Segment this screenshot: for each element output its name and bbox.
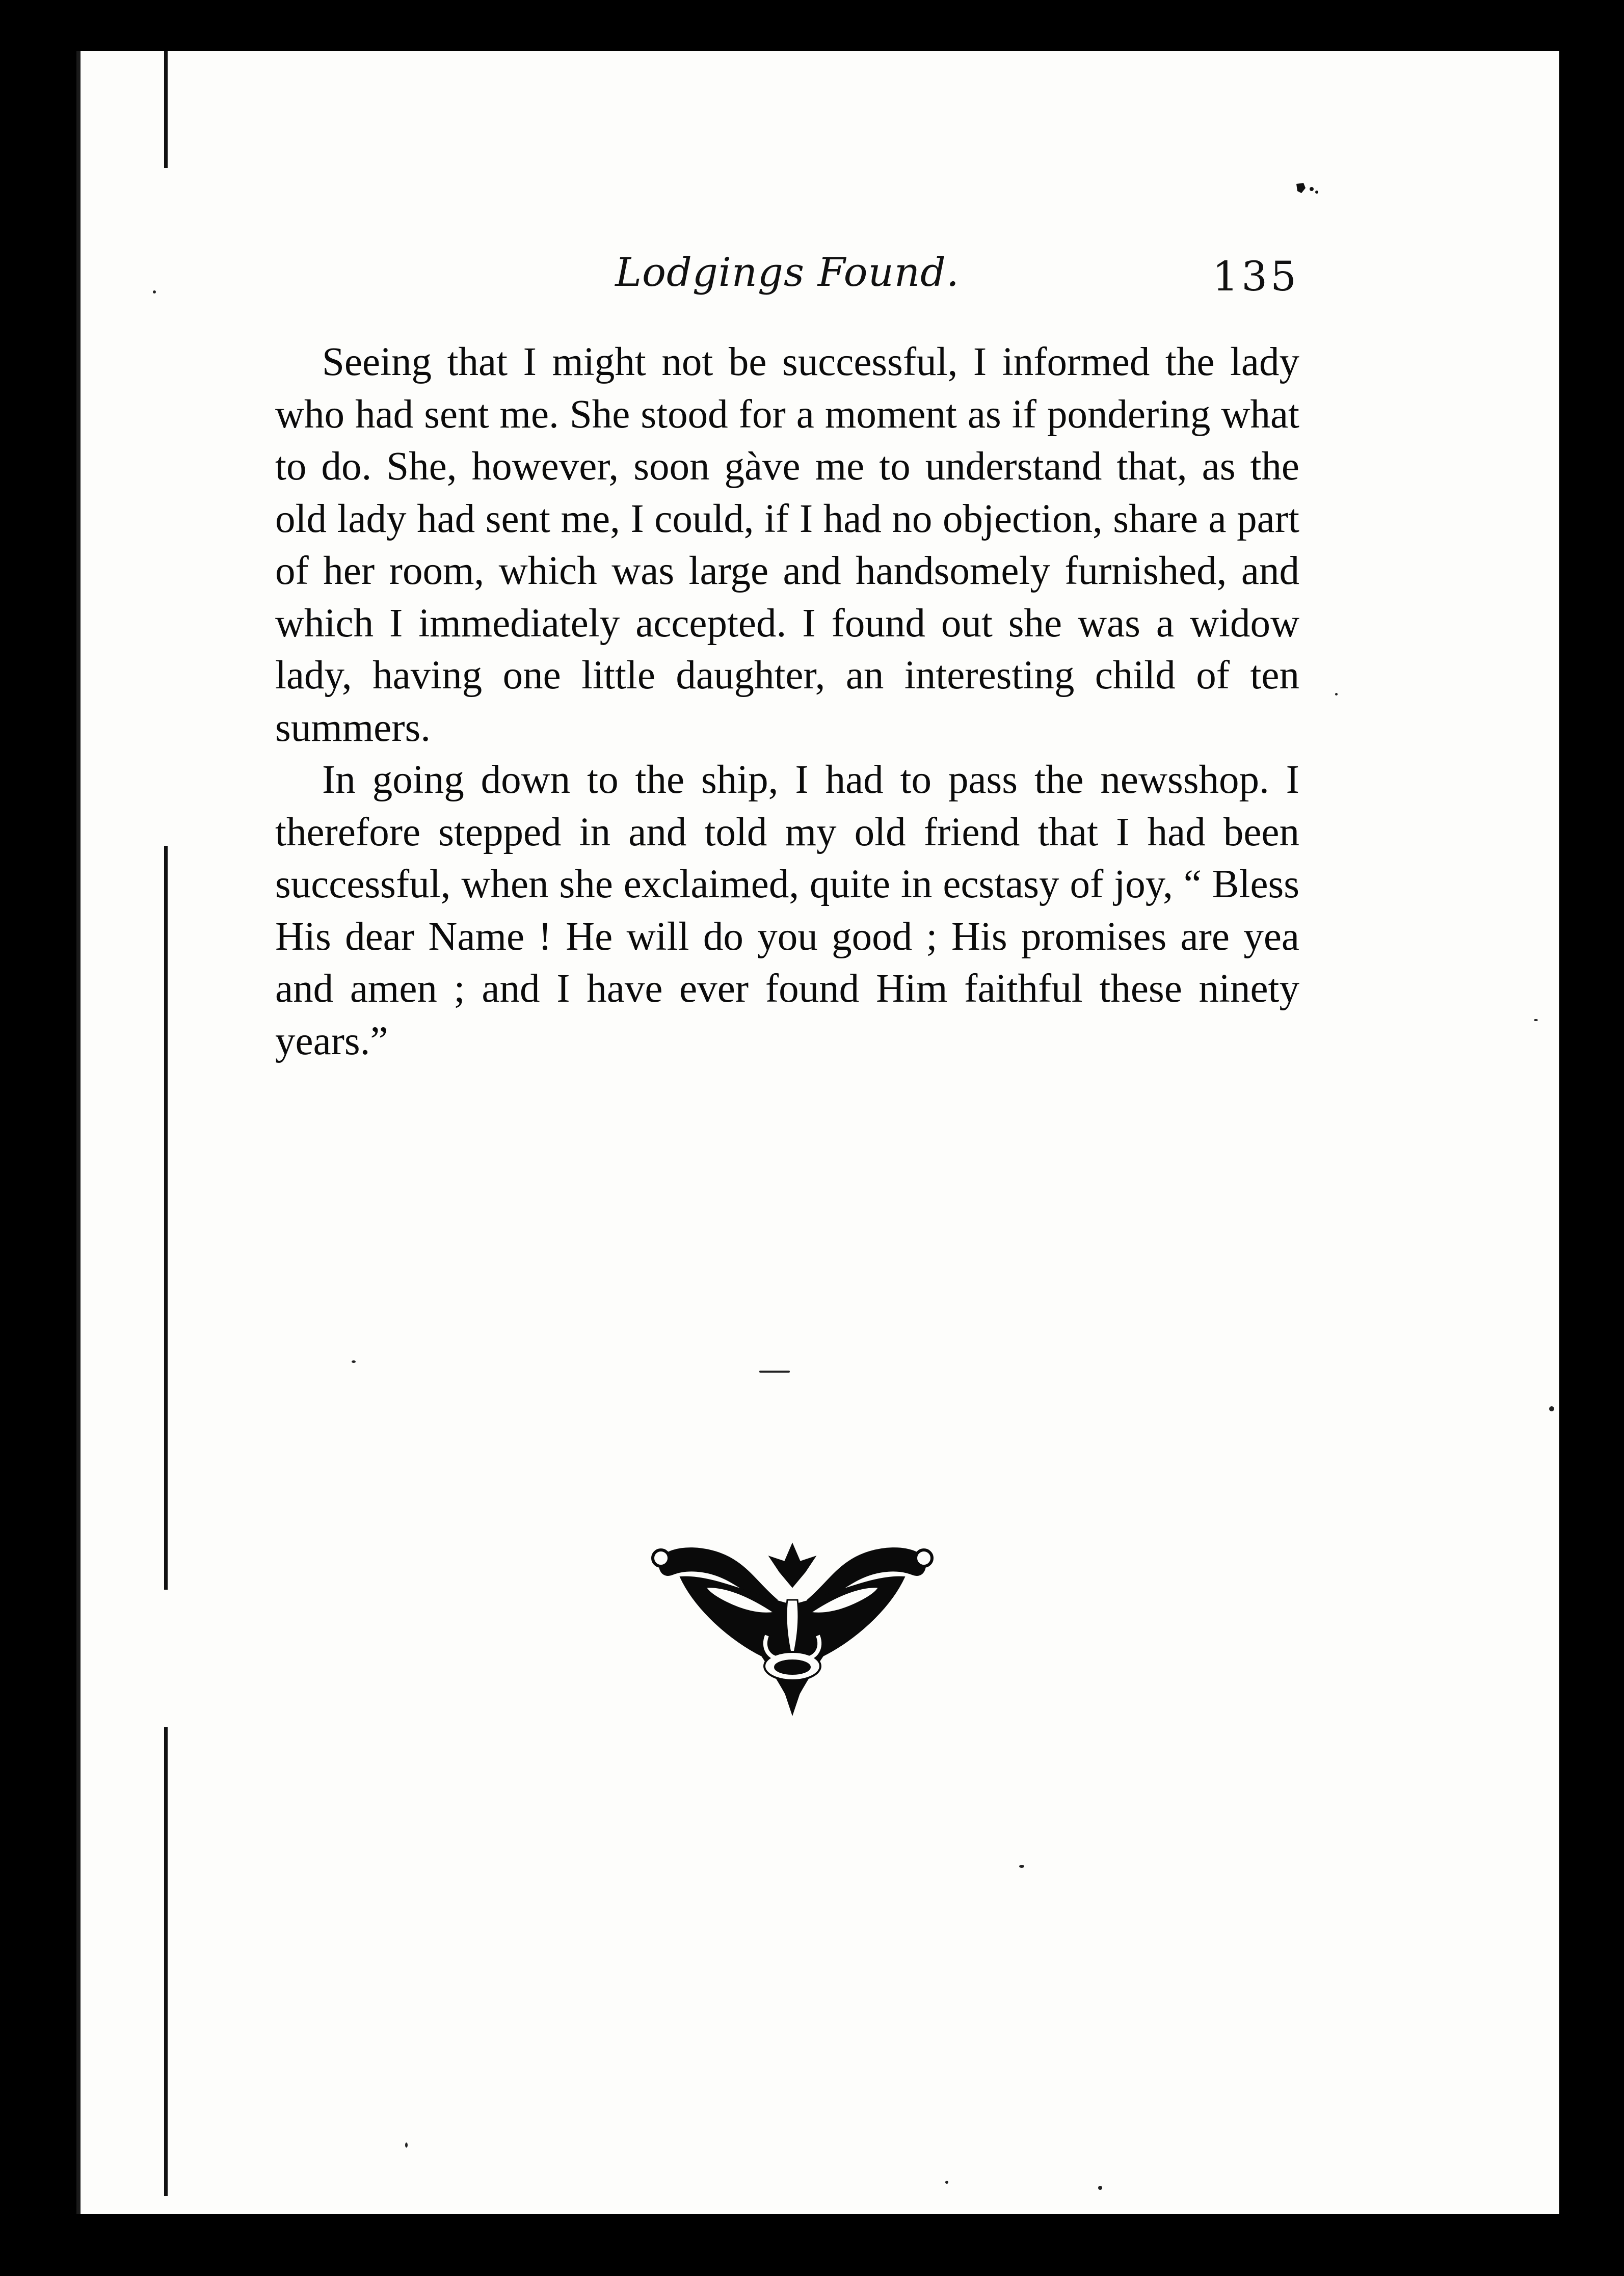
paragraph: In going down to the ship, I had to pass the newsshop. I therefore stepped in and told my old friend that I had been successful, when she exclaimed, quite in ecstasy of joy, “ Bless His dear Name ! He will do you good ; His promises are yea and amen ; and I have ever found Him faithful these ninety years.” xyxy=(275,758,1299,1063)
paper-speck xyxy=(945,2181,948,2184)
floral-tailpiece-ornament-icon xyxy=(650,1539,935,1722)
paper-speck xyxy=(1335,693,1338,695)
paper-speck xyxy=(1549,1406,1554,1411)
page-edge-shadow xyxy=(164,51,168,168)
paper-speck xyxy=(153,290,156,293)
paper-speck xyxy=(759,1371,790,1373)
running-title: Lodgings Found. xyxy=(615,250,960,296)
paper-speck xyxy=(1098,2186,1102,2190)
running-head xyxy=(275,250,1299,311)
page-number: 135 xyxy=(1212,253,1299,300)
page-edge-shadow xyxy=(164,846,168,1590)
paper-speck xyxy=(352,1360,356,1363)
ink-blot-mark xyxy=(1294,181,1320,196)
paper-speck xyxy=(1534,1019,1538,1021)
page-edge-shadow xyxy=(164,1727,168,2196)
body-text xyxy=(275,336,1299,1067)
paragraph: Seeing that I might not be successful, I informed the lady who had sent me. She stood for a moment as if pondering what to do. She, however, soon gàve me to understand that, as the old lady had sent me, I could, if I had no objection, share a part of her room, which was large and handsomely furnished, and which I immediately accepted. I found out she was a widow lady, having one little daughter, an interesting child of ten summers. xyxy=(275,340,1299,750)
paper-speck xyxy=(405,2143,408,2148)
paper-speck xyxy=(1019,1865,1024,1868)
